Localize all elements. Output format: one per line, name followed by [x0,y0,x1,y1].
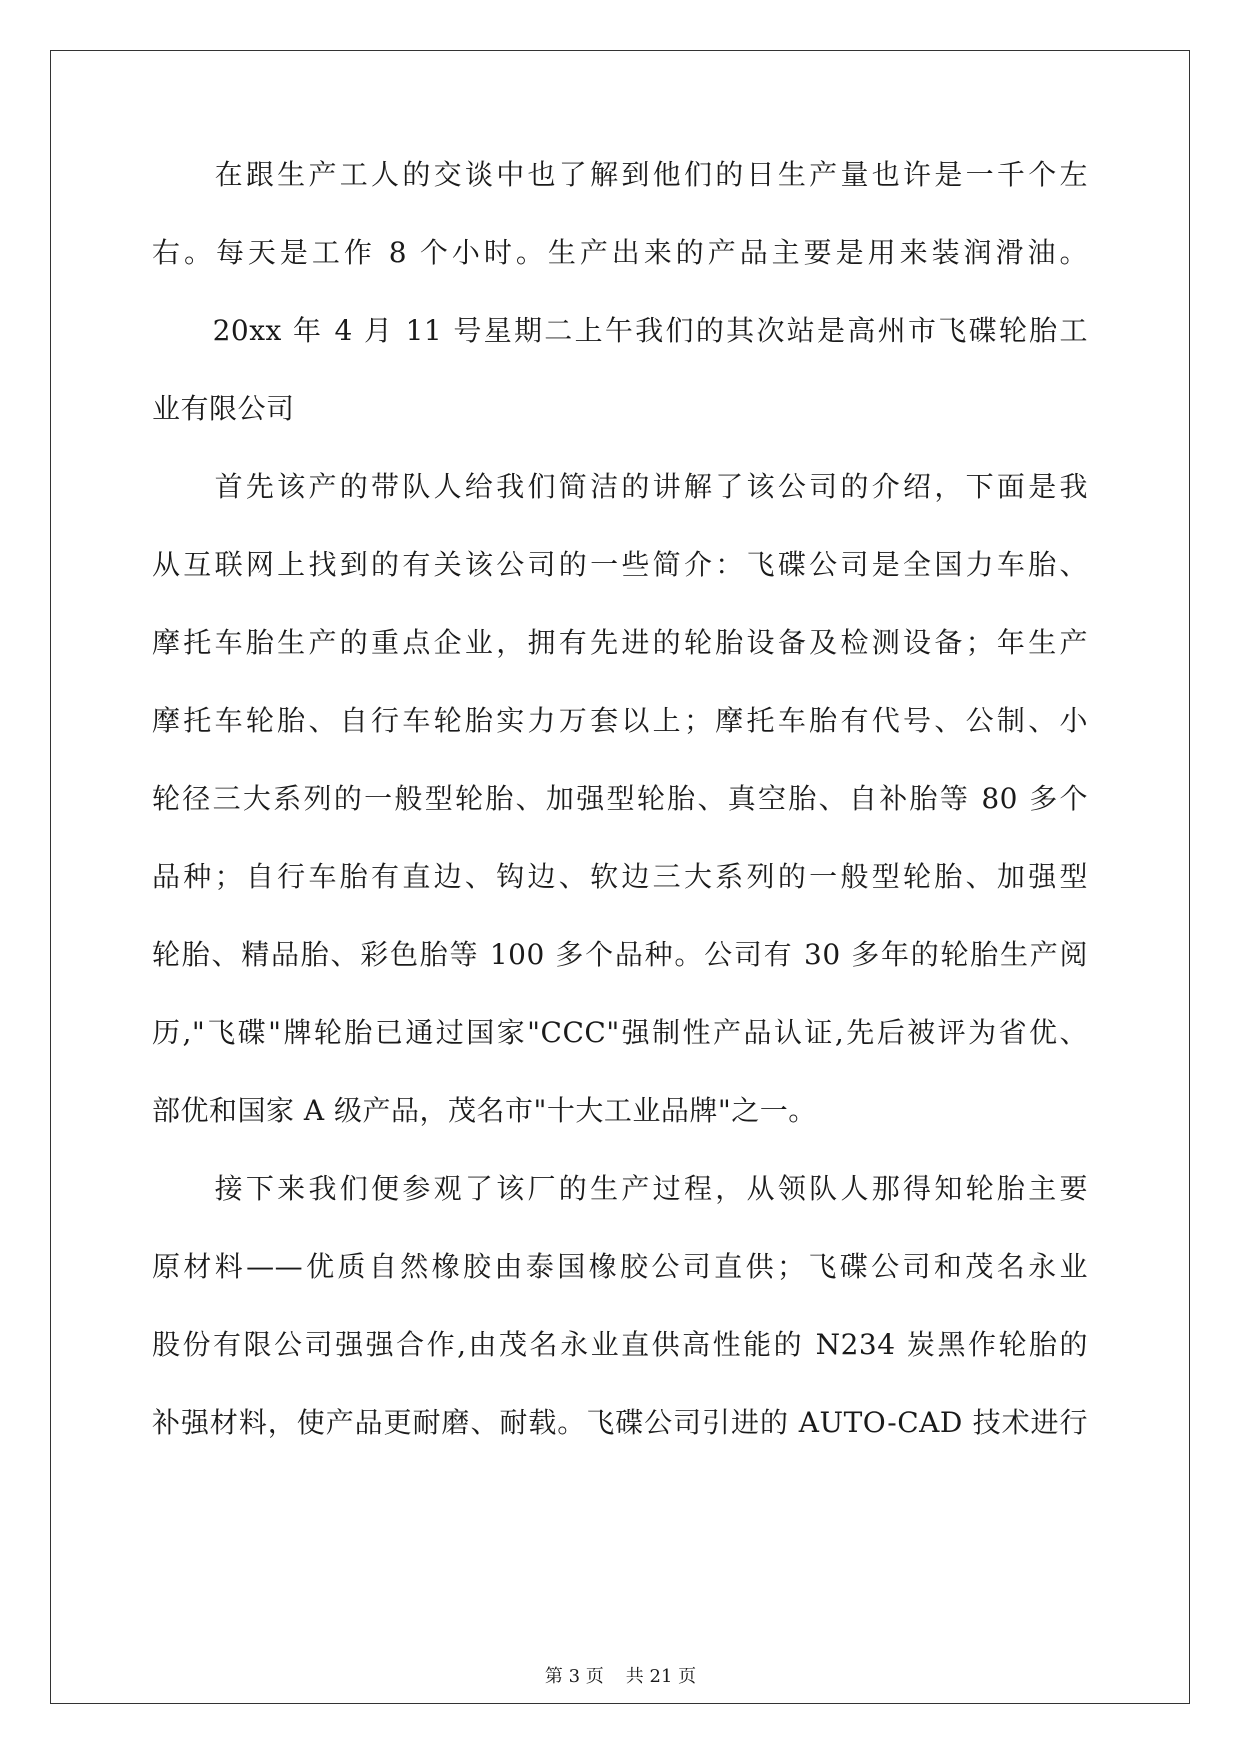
text-line: 首先该产的带队人给我们简洁的讲解了该公司的介绍，下面是我 [152,470,1088,503]
text-line: 历,"飞碟"牌轮胎已通过国家"CCC"强制性产品认证,先后被评为省优、 [152,1016,1088,1049]
document-body [152,155,1088,1481]
text-line: 品种；自行车胎有直边、钩边、软边三大系列的一般型轮胎、加强型 [152,860,1088,893]
text-line: 摩托车胎生产的重点企业，拥有先进的轮胎设备及检测设备；年生产 [152,626,1088,659]
text-line: 在跟生产工人的交谈中也了解到他们的日生产量也许是一千个左 [152,158,1088,191]
text-line: 摩托车轮胎、自行车轮胎实力万套以上；摩托车胎有代号、公制、小 [152,704,1088,737]
text-line: 原材料——优质自然橡胶由泰国橡胶公司直供；飞碟公司和茂名永业 [152,1250,1088,1283]
text-line: 轮胎、精品胎、彩色胎等 100 多个品种。公司有 30 多年的轮胎生产阅 [152,938,1088,971]
page-number: 第 3 页 [544,1666,604,1687]
page-footer [0,1662,1241,1688]
text-line: 股份有限公司强强合作,由茂名永业直供高性能的 N234 炭黑作轮胎的 [152,1328,1088,1361]
page-total: 共 21 页 [625,1666,697,1687]
text-line: 补强材料，使产品更耐磨、耐载。飞碟公司引进的 AUTO-CAD 技术进行 [152,1406,1088,1439]
text-line: 业有限公司 [152,392,295,425]
text-line: 20xx 年 4 月 11 号星期二上午我们的其次站是高州市飞碟轮胎工 [152,314,1088,347]
text-line: 部优和国家 A 级产品，茂名市"十大工业品牌"之一。 [152,1094,817,1127]
text-line: 接下来我们便参观了该厂的生产过程，从领队人那得知轮胎主要 [152,1172,1088,1205]
text-line: 从互联网上找到的有关该公司的一些简介：飞碟公司是全国力车胎、 [152,548,1088,581]
text-line: 右。每天是工作 8 个小时。生产出来的产品主要是用来装润滑油。 [152,236,1088,269]
text-line: 轮径三大系列的一般型轮胎、加强型轮胎、真空胎、自补胎等 80 多个 [152,782,1088,815]
